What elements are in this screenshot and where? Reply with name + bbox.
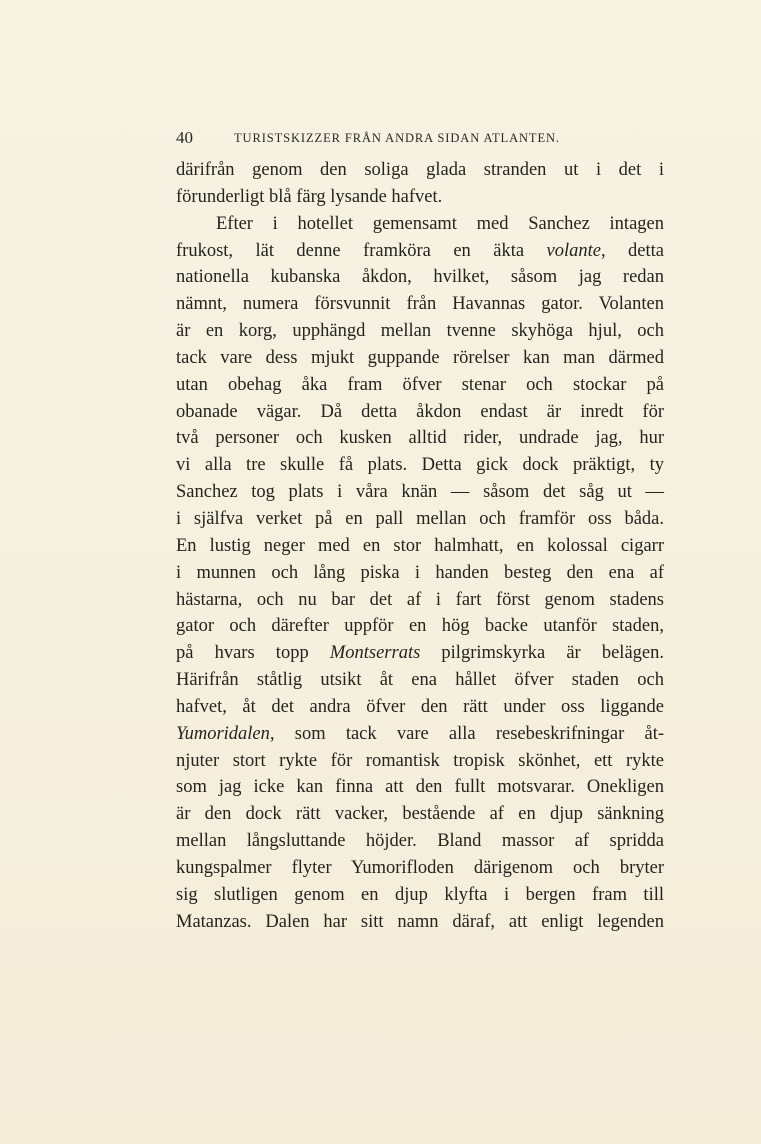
text-line: Sanchez tog plats i våra knän — såsom det såg ut — <box>176 482 664 503</box>
text-line <box>176 640 664 667</box>
italic-term: volante <box>546 240 601 261</box>
italic-term: Montserrats <box>329 643 421 664</box>
text-line <box>176 721 664 748</box>
text-line <box>176 238 664 265</box>
text-line: sig slutligen genom en djup klyfta i bergen fram till <box>176 884 664 905</box>
text-line: utan obehag åka fram öfver stenar och stockar på <box>176 374 664 395</box>
text-line: därifrån genom den soliga glada stranden ut i det i <box>176 160 664 180</box>
running-head: TURISTSKIZZER FRÅN ANDRA SIDAN ATLANTEN. <box>234 131 560 145</box>
text-line: i själfva verket på en pall mellan och framför oss båda. <box>176 508 664 529</box>
text-line: är den dock rätt vacker, bestående af en djup sänkning <box>176 804 664 825</box>
text-line: mellan långsluttande höjder. Bland massor af spridda <box>176 831 664 852</box>
text-line: hafvet, åt det andra öfver den rätt under oss liggande <box>176 696 664 717</box>
body-text <box>176 157 664 935</box>
text-line: obanade vägar. Då detta åkdon endast är inredt för <box>176 401 664 422</box>
text-line: gator och därefter uppför en hög backe utanför staden, <box>176 616 664 637</box>
text-line: hästarna, och nu bar det af i fart först genom stadens <box>176 589 664 610</box>
text-line: vi alla tre skulle få plats. Detta gick dock präktigt, ty <box>176 455 664 476</box>
text-line: är en korg, upphängd mellan tvenne skyhöga hjul, och <box>176 321 664 342</box>
italic-term: Yumoridalen, <box>176 723 275 744</box>
page-number: 40 <box>176 128 193 147</box>
text-line: Härifrån ståtlig utsikt åt ena hållet öfver staden och <box>176 670 664 691</box>
text-line: kungspalmer flyter Yumorifloden därigenom och bryter <box>176 857 664 878</box>
text-run: på hvars topp <box>176 643 330 664</box>
text-line: nationella kubanska åkdon, hvilket, såsom jag redan <box>176 267 664 288</box>
text-run: frukost, lät denne framköra en äkta <box>176 240 547 261</box>
text-run: , detta <box>600 240 664 261</box>
text-line: En lustig neger med en stor halmhatt, en kolossal cigarr <box>176 535 664 556</box>
text-line: tack vare dess mjukt guppande rörelser kan man därmed <box>176 347 664 368</box>
text-line: två personer och kusken alltid rider, undrade jag, hur <box>176 428 664 449</box>
text-line: Efter i hotellet gemensamt med Sanchez intagen <box>216 213 664 234</box>
text-run: som tack vare alla resebeskrifningar åt- <box>274 723 664 744</box>
text-line: njuter stort rykte för romantisk tropisk skönhet, ett rykte <box>176 750 664 771</box>
text-line: Matanzas. Dalen har sitt namn däraf, att enligt legenden <box>176 911 664 932</box>
text-line: nämnt, numera försvunnit från Havannas gator. Volanten <box>176 294 664 315</box>
text-line: i munnen och lång piska i handen besteg den ena af <box>176 562 664 583</box>
text-run: pilgrimskyrka är belägen. <box>420 643 664 664</box>
text-line: förunderligt blå färg lysande hafvet. <box>176 186 443 207</box>
text-line: som jag icke kan finna att den fullt motsvarar. Onekligen <box>176 777 664 798</box>
